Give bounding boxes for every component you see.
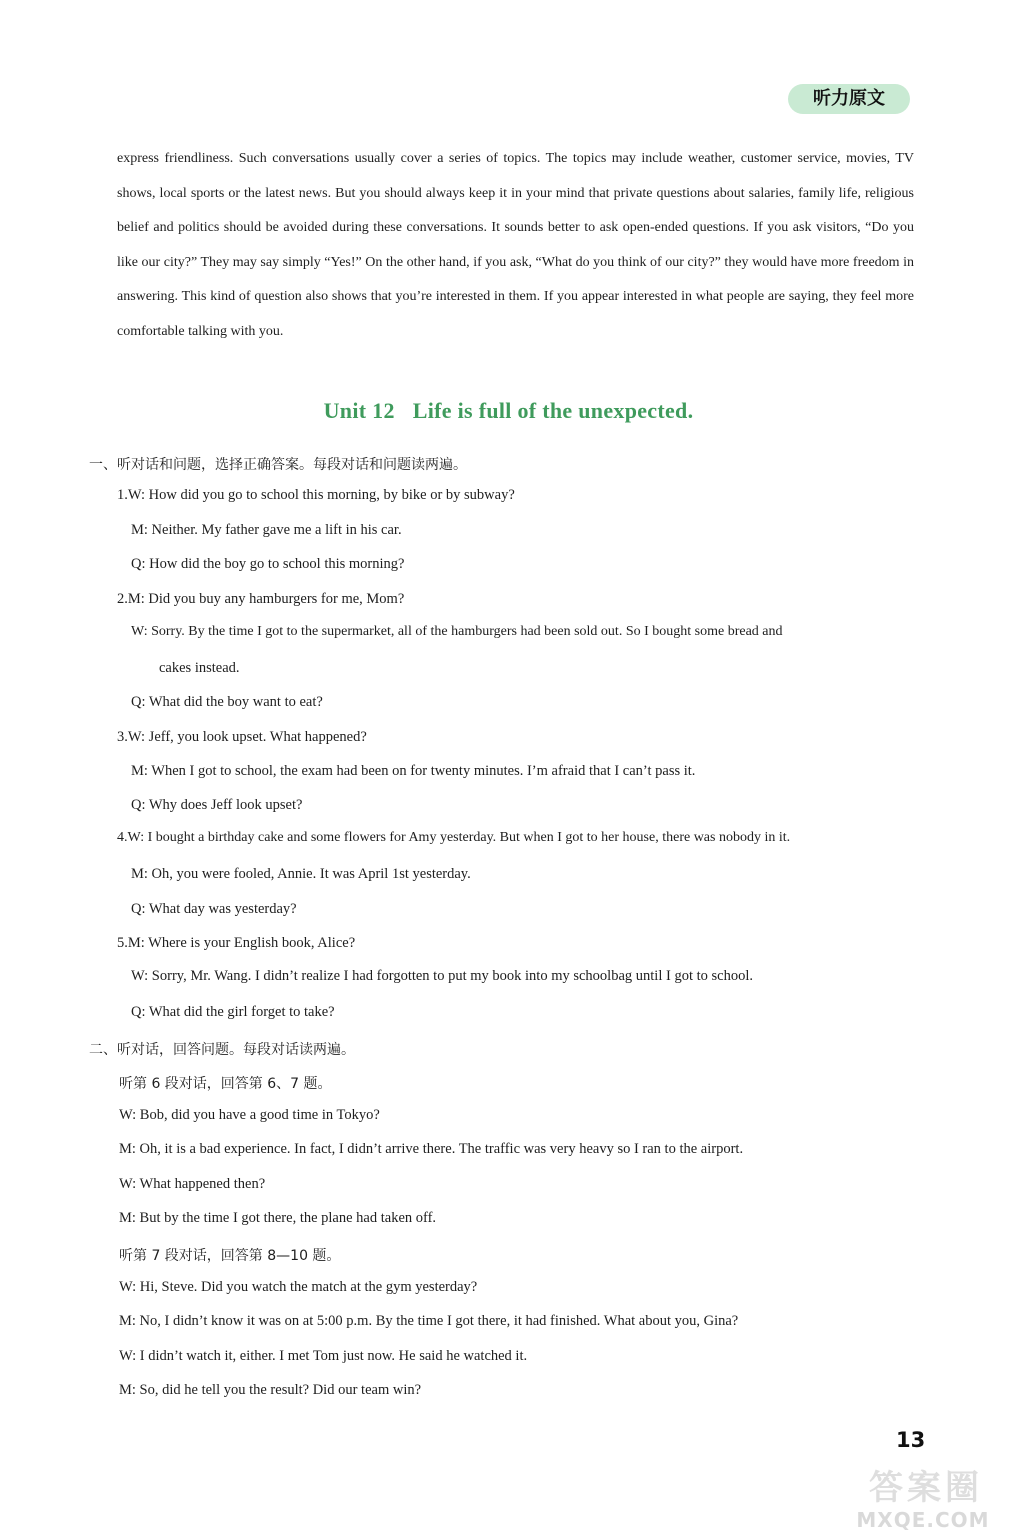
unit-title: Life is full of the unexpected. [412, 398, 694, 423]
transcript-line: W: I didn’t watch it, either. I met Tom just now. He said he watched it. [119, 1348, 528, 1364]
dialogue-heading: 听第 6 段对话，回答第 6、7 题。 [119, 1076, 332, 1092]
watermark-logo [838, 1460, 1008, 1532]
section-2-heading: 二、听对话，回答问题。每段对话读两遍。 [89, 1042, 355, 1058]
intro-paragraph: express friendliness. Such conversations usually cover a series of topics. The topics may include weather, customer service, movies, TV shows, local sports or the latest news. But you should always keep it in your mind that private questions about salaries, family life, religious belief and politics should be avoided during these conversations. It sounds better to ask open-ended questions. If you ask visitors, “Do you like our city?” They may say simply “Yes!” On the other hand, if you ask, “What do you think of our city?” they would have more freedom in answering. This kind of question also shows that you’re interested in them. If you appear interested in what people are saying, they feel more comfortable talking with you. [117, 151, 914, 339]
dialogue-heading: 听第 7 段对话，回答第 8—10 题。 [119, 1248, 341, 1264]
unit-number: Unit 12 [323, 398, 395, 423]
transcript-line: W: Sorry. By the time I got to the supermarket, all of the hamburgers had been sold out. So I bought some bread and [131, 624, 783, 639]
transcript-line: M: Neither. My father gave me a lift in his car. [131, 522, 402, 538]
transcript-line: 1.W: How did you go to school this morning, by bike or by subway? [117, 487, 515, 503]
transcript-line: 5.M: Where is your English book, Alice? [117, 935, 356, 951]
transcript-line: 2.M: Did you buy any hamburgers for me, Mom? [117, 591, 405, 607]
watermark-big-text: 答案圈 [869, 1468, 983, 1508]
transcript-line: M: So, did he tell you the result? Did our team win? [119, 1382, 422, 1398]
unit-heading [0, 398, 1017, 424]
transcript-line: W: What happened then? [119, 1176, 266, 1192]
transcript-line: M: No, I didn’t know it was on at 5:00 p.m. By the time I got there, it had finished. What about you, Gina? [119, 1313, 739, 1329]
transcript-line: cakes instead. [159, 660, 240, 676]
transcript-line: W: Sorry, Mr. Wang. I didn’t realize I had forgotten to put my book into my schoolbag until I got to school. [131, 968, 753, 984]
section-tab: 听力原文 [788, 84, 910, 114]
watermark-small-text: MXQE.COM [856, 1508, 990, 1532]
transcript-line: M: But by the time I got there, the plane had taken off. [119, 1210, 437, 1226]
transcript-line: Q: Why does Jeff look upset? [131, 797, 303, 813]
transcript-line: W: Bob, did you have a good time in Tokyo? [119, 1107, 380, 1123]
transcript-line: Q: How did the boy go to school this morning? [131, 556, 405, 572]
transcript-line: 4.W: I bought a birthday cake and some flowers for Amy yesterday. But when I got to her house, there was nobody in it. [117, 830, 791, 845]
transcript-line: M: Oh, you were fooled, Annie. It was April 1st yesterday. [131, 866, 471, 882]
section-1-heading: 一、听对话和问题，选择正确答案。每段对话和问题读两遍。 [89, 457, 467, 473]
transcript-line: Q: What did the boy want to eat? [131, 694, 323, 710]
page-number: 13 [896, 1428, 926, 1452]
transcript-line: W: Hi, Steve. Did you watch the match at the gym yesterday? [119, 1279, 478, 1295]
transcript-line: 3.W: Jeff, you look upset. What happened? [117, 729, 367, 745]
transcript-line: M: Oh, it is a bad experience. In fact, I didn’t arrive there. The traffic was very heavy so I ran to the airport. [119, 1141, 744, 1157]
transcript-line: Q: What day was yesterday? [131, 901, 297, 917]
transcript-line: M: When I got to school, the exam had been on for twenty minutes. I’m afraid that I can’t pass it. [131, 763, 696, 779]
transcript-line: Q: What did the girl forget to take? [131, 1004, 335, 1020]
